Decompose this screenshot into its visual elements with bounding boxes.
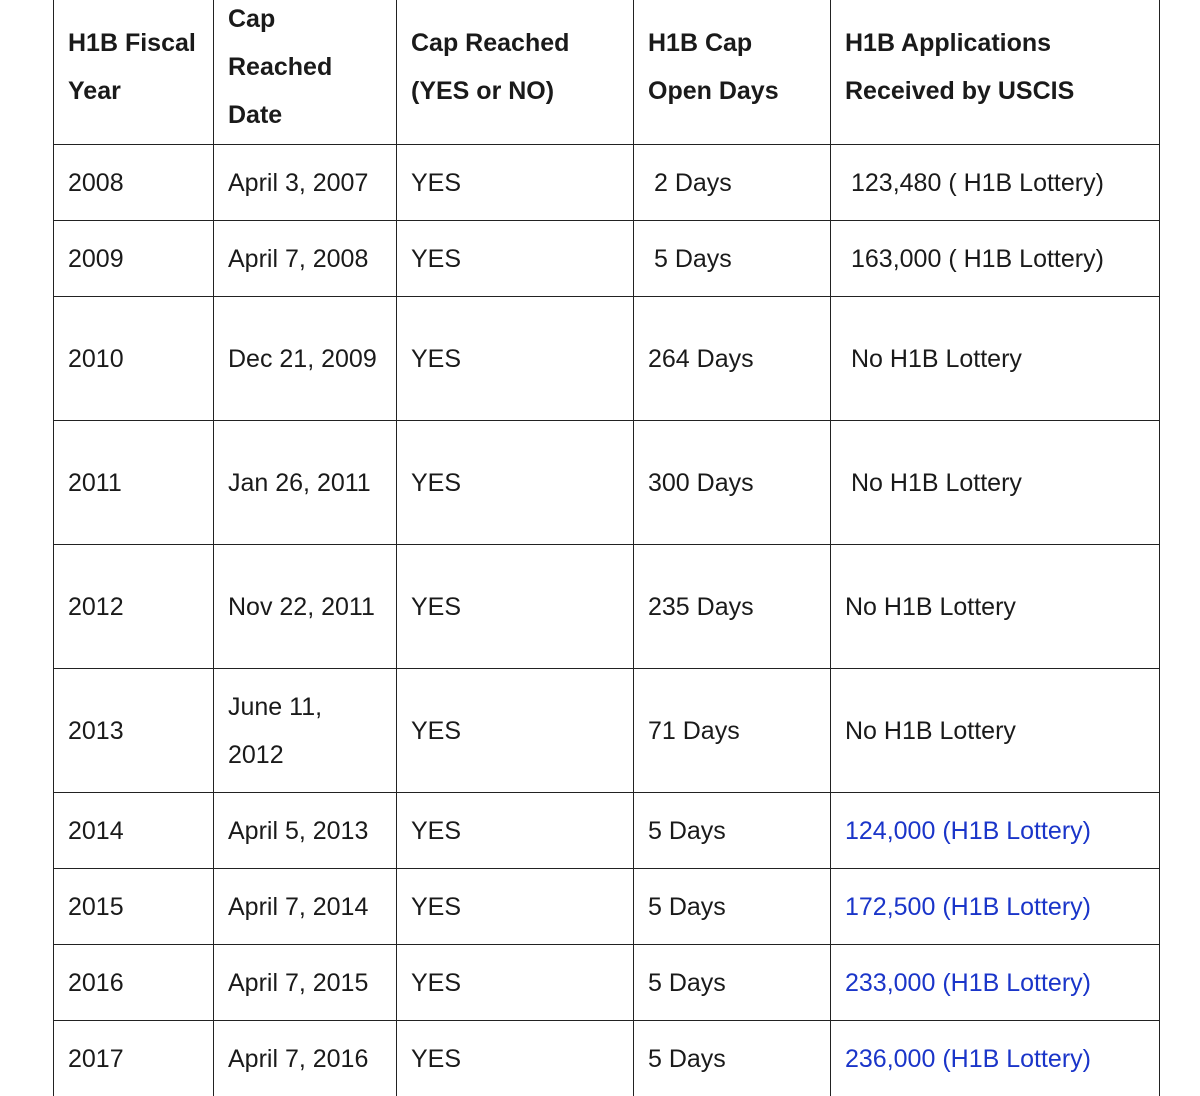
cell-applications: 163,000 ( H1B Lottery)	[831, 221, 1160, 297]
applications-link[interactable]: 172,500 (H1B Lottery)	[845, 892, 1091, 921]
cell-open-days: 235 Days	[634, 545, 831, 669]
header-cap-reached-date: Cap Reached Date	[214, 0, 397, 145]
cell-fiscal-year: 2011	[54, 421, 214, 545]
table-row	[54, 1021, 1160, 1096]
cell-fiscal-year: 2013	[54, 669, 214, 793]
cell-cap-reached-date: April 7, 2016	[214, 1021, 397, 1096]
cell-open-days: 5 Days	[634, 793, 831, 869]
cell-cap-reached: YES	[397, 545, 634, 669]
cell-cap-reached: YES	[397, 945, 634, 1021]
cell-fiscal-year: 2012	[54, 545, 214, 669]
cell-cap-reached: YES	[397, 869, 634, 945]
applications-link[interactable]: 233,000 (H1B Lottery)	[845, 968, 1091, 997]
table-body	[54, 145, 1160, 1096]
cell-cap-reached: YES	[397, 297, 634, 421]
table-row	[54, 669, 1160, 793]
cell-applications	[831, 945, 1160, 1021]
cell-fiscal-year: 2010	[54, 297, 214, 421]
table-row	[54, 297, 1160, 421]
cell-applications: 123,480 ( H1B Lottery)	[831, 145, 1160, 221]
applications-link[interactable]: 236,000 (H1B Lottery)	[845, 1044, 1091, 1073]
table-row	[54, 869, 1160, 945]
header-cap-reached: Cap Reached (YES or NO)	[397, 0, 634, 145]
cell-fiscal-year: 2008	[54, 145, 214, 221]
cell-fiscal-year: 2015	[54, 869, 214, 945]
table-row	[54, 545, 1160, 669]
applications-link[interactable]: 124,000 (H1B Lottery)	[845, 816, 1091, 845]
cell-applications: No H1B Lottery	[831, 421, 1160, 545]
cell-cap-reached: YES	[397, 221, 634, 297]
table-row	[54, 221, 1160, 297]
cell-applications: No H1B Lottery	[831, 669, 1160, 793]
cell-open-days: 300 Days	[634, 421, 831, 545]
table-row	[54, 793, 1160, 869]
cell-fiscal-year: 2017	[54, 1021, 214, 1096]
cell-cap-reached-date: June 11, 2012	[214, 669, 397, 793]
cell-cap-reached: YES	[397, 793, 634, 869]
cell-open-days: 264 Days	[634, 297, 831, 421]
cell-open-days: 5 Days	[634, 869, 831, 945]
cell-applications	[831, 1021, 1160, 1096]
cell-fiscal-year: 2009	[54, 221, 214, 297]
cell-open-days: 5 Days	[634, 1021, 831, 1096]
cell-applications	[831, 869, 1160, 945]
cell-applications: No H1B Lottery	[831, 545, 1160, 669]
table-row	[54, 145, 1160, 221]
cell-fiscal-year: 2014	[54, 793, 214, 869]
cell-cap-reached: YES	[397, 145, 634, 221]
cell-cap-reached-date: April 7, 2014	[214, 869, 397, 945]
table-row	[54, 945, 1160, 1021]
cell-cap-reached-date: Dec 21, 2009	[214, 297, 397, 421]
cell-cap-reached-date: Nov 22, 2011	[214, 545, 397, 669]
cell-applications	[831, 793, 1160, 869]
cell-cap-reached-date: April 3, 2007	[214, 145, 397, 221]
table-row	[54, 421, 1160, 545]
header-open-days: H1B Cap Open Days	[634, 0, 831, 145]
cell-open-days: 5 Days	[634, 945, 831, 1021]
header-applications: H1B Applications Received by USCIS	[831, 0, 1160, 145]
h1b-cap-table-container	[53, 0, 1159, 1096]
cell-open-days: 5 Days	[634, 221, 831, 297]
cell-fiscal-year: 2016	[54, 945, 214, 1021]
cell-applications: No H1B Lottery	[831, 297, 1160, 421]
cell-open-days: 2 Days	[634, 145, 831, 221]
cell-cap-reached-date: April 7, 2008	[214, 221, 397, 297]
cell-cap-reached: YES	[397, 1021, 634, 1096]
table-header-row	[54, 0, 1160, 145]
h1b-cap-table	[53, 0, 1160, 1096]
cell-cap-reached: YES	[397, 669, 634, 793]
cell-open-days: 71 Days	[634, 669, 831, 793]
cell-cap-reached-date: Jan 26, 2011	[214, 421, 397, 545]
cell-cap-reached-date: April 7, 2015	[214, 945, 397, 1021]
header-fiscal-year: H1B Fiscal Year	[54, 0, 214, 145]
cell-cap-reached: YES	[397, 421, 634, 545]
cell-cap-reached-date: April 5, 2013	[214, 793, 397, 869]
